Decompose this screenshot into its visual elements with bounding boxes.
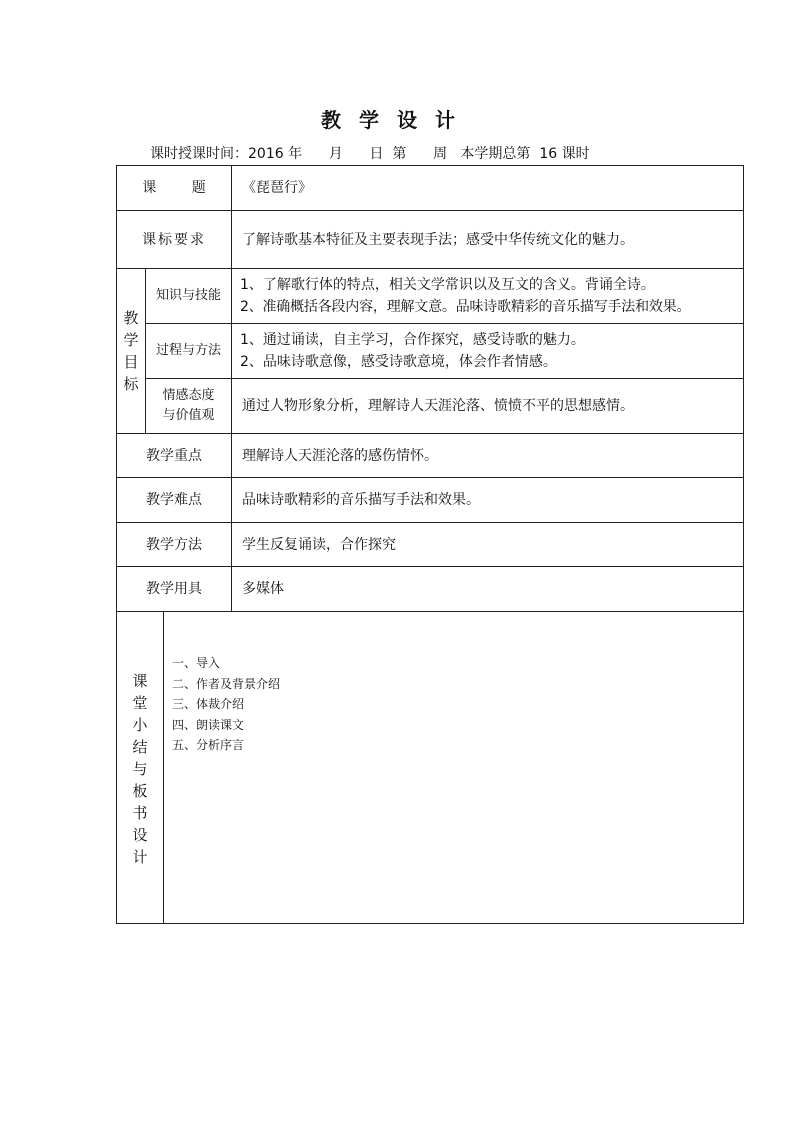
process-line-2: 2、品味诗歌意像，感受诗歌意境，体会作者情感。 — [240, 354, 557, 370]
board-items — [172, 653, 572, 756]
goals-label-char: 目 — [123, 353, 139, 371]
emotion-value: 通过人物形象分析，理解诗人天涯沦落、愤愤不平的思想感情。 — [242, 398, 634, 414]
board-label-char: 结 — [132, 738, 148, 756]
method-label: 教学方法 — [146, 536, 202, 553]
board-label-char: 小 — [132, 716, 148, 734]
list-item: 二、作者及背景介绍 — [172, 676, 281, 691]
tools-label: 教学用具 — [146, 581, 202, 597]
board-label — [117, 670, 163, 870]
tools-value: 多媒体 — [242, 581, 284, 597]
process-line-1: 1、通过诵读，自主学习，合作探究，感受诗歌的魅力。 — [240, 332, 585, 348]
emotion-label — [146, 379, 231, 433]
board-label-char: 书 — [132, 804, 148, 822]
board-label-char: 设 — [132, 826, 148, 844]
class-time-line: 课时授课时间：2016 年 月 日 第 周 本学期总第 16 课时 — [150, 146, 590, 162]
topic-value: 《琵琶行》 — [242, 180, 312, 196]
difficulty-label: 教学难点 — [146, 492, 202, 508]
emotion-label-line-2: 与价值观 — [162, 408, 215, 423]
board-label-char: 板 — [132, 782, 148, 800]
topic-label: 课 题 — [142, 180, 206, 196]
standard-label: 课标要求 — [142, 231, 206, 248]
list-item: 五、分析序言 — [172, 738, 245, 752]
knowledge-line-2: 2、准确概括各段内容，理解文意。品味诗歌精彩的音乐描写手法和效果。 — [240, 299, 691, 315]
list-item: 一、导入 — [172, 656, 221, 670]
board-label-char: 计 — [132, 848, 148, 866]
list-item: 三、体裁介绍 — [172, 697, 245, 711]
method-value: 学生反复诵读，合作探究 — [242, 536, 396, 553]
process-value — [232, 324, 740, 378]
difficulty-value: 品味诗歌精彩的音乐描写手法和效果。 — [242, 492, 480, 508]
board-label-char: 与 — [132, 760, 148, 778]
list-item: 四、朗读课文 — [172, 717, 245, 732]
board-label-char: 课 — [132, 672, 148, 690]
emotion-label-line-1: 情感态度 — [162, 388, 215, 403]
goals-label-char: 标 — [123, 375, 139, 393]
goals-group-label — [117, 269, 145, 433]
knowledge-line-1: 1、了解歌行体的特点，相关文学常识以及互文的含义。背诵全诗。 — [240, 277, 655, 293]
goals-label-char: 学 — [123, 331, 139, 349]
goals-label-char: 教 — [123, 309, 139, 327]
document-title: 教学设计 — [321, 108, 473, 132]
focus-value: 理解诗人天涯沦落的感伤情怀。 — [242, 447, 438, 464]
knowledge-label: 知识与技能 — [155, 288, 221, 303]
process-label: 过程与方法 — [155, 343, 221, 358]
focus-label: 教学重点 — [146, 447, 202, 464]
board-label-char: 堂 — [132, 694, 148, 712]
standard-value: 了解诗歌基本特征及主要表现手法；感受中华传统文化的魅力。 — [242, 231, 634, 248]
knowledge-value — [232, 269, 752, 323]
